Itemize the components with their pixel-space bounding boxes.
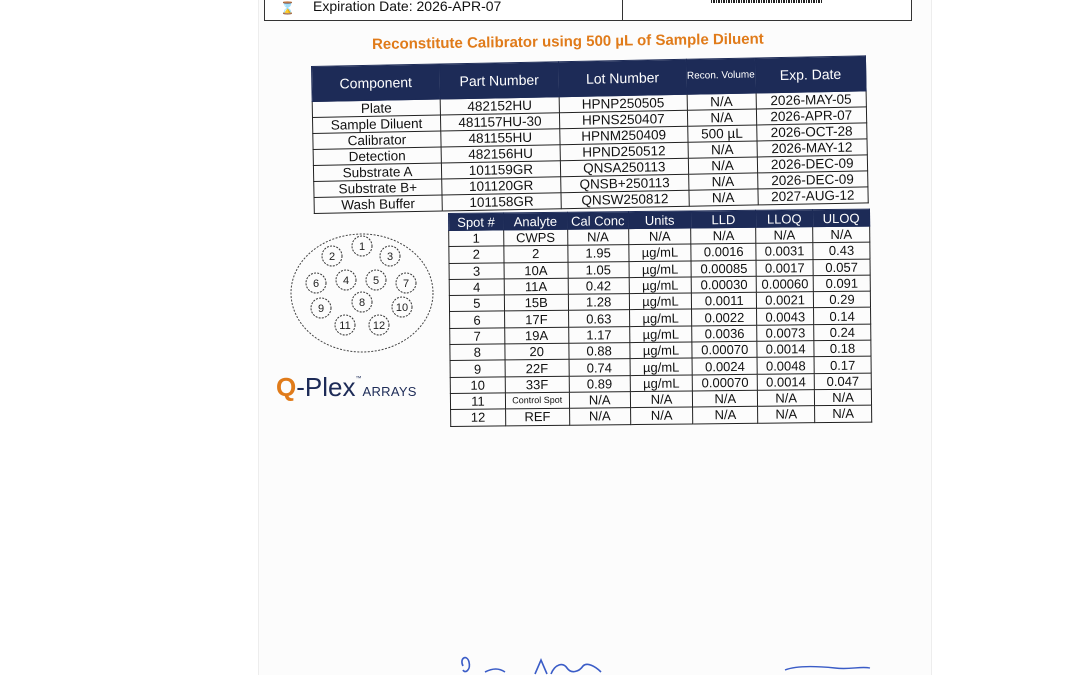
spot-cell: 10A <box>504 262 568 279</box>
spot-number-label: 1 <box>358 241 366 253</box>
spot-cell: 2 <box>449 246 504 263</box>
component-cell: N/A <box>688 141 757 158</box>
component-cell: 2026-DEC-09 <box>757 171 868 189</box>
logo-arrays: ARRAYS <box>362 384 417 399</box>
component-cell: HPNS250407 <box>559 110 687 128</box>
component-col-header: Lot Number <box>558 59 686 96</box>
expiration-box <box>264 0 912 21</box>
spot-number-label: 5 <box>372 275 380 287</box>
component-cell: N/A <box>688 173 757 190</box>
spot-cell: Control Spot <box>505 392 569 409</box>
spot-cell: 8 <box>450 344 505 361</box>
spot-col-header: Cal Conc <box>567 212 628 230</box>
spot-cell: 17F <box>504 311 568 328</box>
spot-cell: 0.047 <box>814 373 871 390</box>
divider <box>622 0 623 20</box>
spot-cell: 0.00030 <box>692 276 757 293</box>
spot-cell: CWPS <box>504 229 568 246</box>
spot-cell: N/A <box>628 228 691 245</box>
qplex-logo <box>276 372 417 403</box>
component-cell: 2026-OCT-28 <box>756 123 867 141</box>
spot-cell: 0.00070 <box>693 374 758 391</box>
spot-cell: µg/mL <box>629 277 692 294</box>
spot-col-header: Units <box>628 211 691 229</box>
spot-cell: 15B <box>504 294 568 311</box>
expiration-date-text: Expiration Date: 2026-APR-07 <box>313 0 502 14</box>
spot-layout-diagram <box>289 232 435 354</box>
spot-cell: µg/mL <box>629 326 692 343</box>
spot-cell: 11A <box>504 278 568 295</box>
spot-cell: µg/mL <box>630 375 693 392</box>
spot-cell: 1 <box>449 230 504 247</box>
spot-col-header: LLD <box>691 210 756 228</box>
spot-cell: 0.0024 <box>692 358 757 375</box>
component-cell: 482156HU <box>441 145 560 163</box>
spot-cell: 10 <box>450 377 505 394</box>
logo-plex: -Plex <box>296 372 356 402</box>
logo-q: Q <box>276 372 297 402</box>
spot-cell: N/A <box>569 392 630 409</box>
spot-cell: µg/mL <box>629 309 692 326</box>
component-cell: Plate <box>312 99 440 117</box>
spot-cell: 0.0021 <box>757 292 814 309</box>
component-cell: Sample Diluent <box>312 115 440 133</box>
component-cell: Substrate B+ <box>314 179 442 197</box>
spot-cell: 0.00070 <box>692 341 757 358</box>
spot-cell: 3 <box>449 263 504 280</box>
spot-cell: N/A <box>693 407 758 424</box>
component-cell: QNSW250812 <box>561 190 689 208</box>
component-cell: 2026-MAY-05 <box>756 91 867 109</box>
spot-cell: 0.63 <box>568 310 629 327</box>
spot-number-label: 10 <box>395 302 409 314</box>
spot-cell: N/A <box>630 391 693 408</box>
spot-cell: 0.0036 <box>692 325 757 342</box>
spot-cell: 19A <box>505 327 569 344</box>
spot-cell: 0.0014 <box>757 373 814 390</box>
hourglass-expiration-icon: ⌛ <box>280 1 295 15</box>
spot-cell: 1.05 <box>568 261 629 278</box>
component-cell: 2026-APR-07 <box>756 107 867 125</box>
spot-cell: 1.28 <box>568 294 629 311</box>
spot-cell: 1.95 <box>568 245 629 262</box>
component-cell: HPNP250505 <box>559 94 687 112</box>
component-cell: N/A <box>688 157 757 174</box>
component-col-header: Recon. Volume <box>686 58 755 94</box>
component-cell: 101159GR <box>441 161 560 179</box>
spot-number-label: 2 <box>328 251 336 263</box>
spot-cell: 0.89 <box>569 375 630 392</box>
component-cell: Wash Buffer <box>314 195 442 213</box>
spot-cell: 0.29 <box>813 291 870 308</box>
component-cell: 481155HU <box>441 129 560 147</box>
spot-cell: 20 <box>505 343 569 360</box>
spot-cell: 0.17 <box>814 356 871 373</box>
component-cell: 500 µL <box>687 125 756 142</box>
component-cell: 2026-DEC-09 <box>757 155 868 173</box>
spot-cell: REF <box>505 409 569 426</box>
spot-cell: 0.42 <box>568 278 629 295</box>
component-cell: QNSB+250113 <box>561 174 689 192</box>
component-cell: 101120GR <box>442 177 561 195</box>
spot-cell: 0.88 <box>569 343 630 360</box>
spot-number-label: 7 <box>402 278 410 290</box>
spot-number-label: 3 <box>386 251 394 263</box>
spot-cell: 0.00085 <box>691 260 756 277</box>
spot-cell: 0.14 <box>814 308 871 325</box>
component-col-header: Component <box>312 64 441 101</box>
spot-cell: 1.17 <box>568 326 629 343</box>
spot-cell: 0.0011 <box>692 292 757 309</box>
handwritten-signature <box>455 652 875 675</box>
component-col-header: Part Number <box>439 62 559 99</box>
spot-cell: 0.0043 <box>757 308 814 325</box>
spot-number-label: 12 <box>372 320 386 332</box>
spot-cell: 6 <box>450 311 505 328</box>
component-cell: 2027-AUG-12 <box>757 187 868 205</box>
spot-cell: 0.0031 <box>756 243 813 260</box>
spot-analyte-table <box>448 209 872 427</box>
spot-cell: 7 <box>450 328 505 345</box>
reconstitution-heading: Reconstitute Calibrator using 500 µL of Sample Diluent <box>371 30 764 53</box>
spot-cell: 0.0048 <box>757 357 814 374</box>
spot-cell: 0.18 <box>814 340 871 357</box>
spot-cell: 0.091 <box>813 275 870 292</box>
spot-cell: N/A <box>758 390 815 407</box>
spot-col-header: Spot # <box>449 213 504 231</box>
spot-cell: N/A <box>567 229 628 246</box>
spot-col-header: LLOQ <box>756 210 813 228</box>
spot-number-label: 4 <box>342 275 350 287</box>
spot-cell: 12 <box>451 409 506 426</box>
spot-number-label: 8 <box>358 297 366 309</box>
spot-cell: 9 <box>450 360 505 377</box>
spot-number-label: 9 <box>317 303 325 315</box>
component-cell: HPND250512 <box>560 142 688 160</box>
spot-cell: µg/mL <box>630 342 693 359</box>
spot-cell: 5 <box>449 295 504 312</box>
spot-cell: N/A <box>815 389 872 406</box>
barcode-fragment <box>711 0 823 3</box>
component-cell: Substrate A <box>313 163 441 181</box>
spot-cell: N/A <box>815 405 872 422</box>
spot-cell: 0.0014 <box>757 341 814 358</box>
spot-cell: 0.0017 <box>756 259 813 276</box>
spot-cell: N/A <box>758 406 815 423</box>
spot-col-header: ULOQ <box>813 209 870 227</box>
component-cell: Detection <box>313 147 441 165</box>
spot-cell: 0.43 <box>813 242 870 259</box>
component-cell: QNSA250113 <box>560 158 688 176</box>
component-cell: 482152HU <box>440 97 559 115</box>
spot-number-label: 6 <box>312 278 320 290</box>
spot-cell: 0.00060 <box>756 276 813 293</box>
spot-cell: N/A <box>569 408 630 425</box>
spot-cell: N/A <box>693 390 758 407</box>
spot-cell: 0.0022 <box>692 309 757 326</box>
spot-cell: 0.057 <box>813 259 870 276</box>
component-cell: N/A <box>687 93 756 110</box>
component-col-header: Exp. Date <box>755 56 866 93</box>
spot-cell: µg/mL <box>629 293 692 310</box>
component-table <box>311 55 869 214</box>
component-cell: N/A <box>687 109 756 126</box>
component-cell: 2026-MAY-12 <box>757 139 868 157</box>
component-cell: Calibrator <box>313 131 441 149</box>
spot-cell: N/A <box>813 226 870 243</box>
spot-cell: 0.0073 <box>757 324 814 341</box>
spot-cell: N/A <box>756 227 813 244</box>
logo-trademark: ™ <box>355 376 362 382</box>
component-cell: N/A <box>689 189 758 206</box>
component-cell: 481157HU-30 <box>440 113 559 131</box>
spot-col-header: Analyte <box>503 212 567 230</box>
component-cell: HPNM250409 <box>560 126 688 144</box>
spot-cell: 4 <box>449 279 504 296</box>
spot-cell: 0.0016 <box>691 244 756 261</box>
spot-cell: N/A <box>691 227 756 244</box>
spot-cell: 0.24 <box>814 324 871 341</box>
spot-cell: 33F <box>505 376 569 393</box>
spot-cell: µg/mL <box>630 358 693 375</box>
spot-cell: 2 <box>504 246 568 263</box>
spot-cell: µg/mL <box>629 244 692 261</box>
spot-number-label: 11 <box>339 320 351 332</box>
component-cell: 101158GR <box>442 193 561 211</box>
spot-cell: N/A <box>630 407 693 424</box>
spot-cell: µg/mL <box>629 261 692 278</box>
spot-cell: 22F <box>505 360 569 377</box>
spot-cell: 11 <box>450 393 505 410</box>
spot-cell: 0.74 <box>569 359 630 376</box>
